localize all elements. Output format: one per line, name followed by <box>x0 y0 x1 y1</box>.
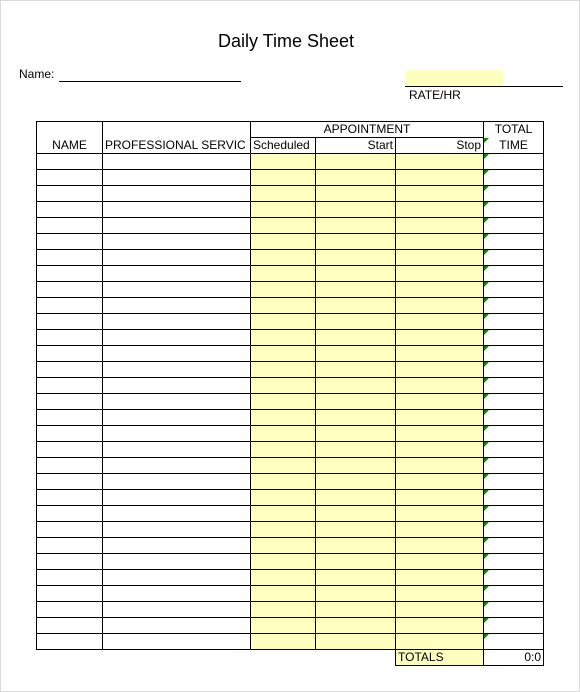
professional-service-cell[interactable] <box>103 506 251 522</box>
name-cell[interactable] <box>37 154 103 170</box>
scheduled-cell[interactable] <box>251 170 316 186</box>
name-cell[interactable] <box>37 170 103 186</box>
scheduled-cell[interactable] <box>251 634 316 650</box>
start-cell[interactable] <box>316 442 396 458</box>
professional-service-cell[interactable] <box>103 202 251 218</box>
table-row <box>37 330 544 346</box>
start-cell[interactable] <box>316 362 396 378</box>
scheduled-cell[interactable] <box>251 282 316 298</box>
stop-cell[interactable] <box>396 186 484 202</box>
stop-cell[interactable] <box>396 586 484 602</box>
table-row <box>37 602 544 618</box>
name-cell[interactable] <box>37 458 103 474</box>
scheduled-cell[interactable] <box>251 362 316 378</box>
start-cell[interactable] <box>316 426 396 442</box>
name-cell[interactable] <box>37 634 103 650</box>
total-time-cell[interactable] <box>484 298 544 314</box>
stop-cell[interactable] <box>396 522 484 538</box>
page-title: Daily Time Sheet <box>217 31 355 51</box>
totals-row <box>37 650 544 666</box>
professional-service-cell[interactable] <box>103 426 251 442</box>
start-cell[interactable] <box>316 474 396 490</box>
scheduled-cell[interactable] <box>251 330 316 346</box>
professional-service-cell[interactable] <box>103 634 251 650</box>
scheduled-cell[interactable] <box>251 234 316 250</box>
scheduled-cell[interactable] <box>251 618 316 634</box>
professional-service-cell[interactable] <box>103 554 251 570</box>
professional-service-cell[interactable] <box>103 170 251 186</box>
name-cell[interactable] <box>37 490 103 506</box>
total-time-cell[interactable] <box>484 602 544 618</box>
table-row <box>37 346 544 362</box>
name-cell[interactable] <box>37 298 103 314</box>
name-cell[interactable] <box>37 586 103 602</box>
scheduled-cell[interactable] <box>251 186 316 202</box>
header-cell-blank <box>103 122 251 138</box>
total-time-cell[interactable] <box>484 186 544 202</box>
total-time-cell[interactable] <box>484 346 544 362</box>
empty-cell <box>37 650 103 666</box>
table-row <box>37 410 544 426</box>
professional-service-cell[interactable] <box>103 330 251 346</box>
start-cell[interactable] <box>316 570 396 586</box>
start-cell[interactable] <box>316 154 396 170</box>
total-time-cell[interactable] <box>484 474 544 490</box>
total-time-cell[interactable] <box>484 522 544 538</box>
start-cell[interactable] <box>316 586 396 602</box>
stop-cell[interactable] <box>396 458 484 474</box>
professional-service-cell[interactable] <box>103 154 251 170</box>
table-row <box>37 234 544 250</box>
scheduled-cell[interactable] <box>251 298 316 314</box>
table-row <box>37 266 544 282</box>
stop-cell[interactable] <box>396 442 484 458</box>
professional-service-cell[interactable] <box>103 266 251 282</box>
totals-label: TOTALS <box>396 650 484 666</box>
scheduled-cell[interactable] <box>251 538 316 554</box>
name-cell[interactable] <box>37 282 103 298</box>
total-time-cell[interactable] <box>484 234 544 250</box>
table-row <box>37 362 544 378</box>
professional-service-cell[interactable] <box>103 538 251 554</box>
total-time-cell[interactable] <box>484 618 544 634</box>
scheduled-cell[interactable] <box>251 394 316 410</box>
stop-cell[interactable] <box>396 618 484 634</box>
start-cell[interactable] <box>316 506 396 522</box>
total-header: TOTAL <box>484 122 544 138</box>
stop-cell[interactable] <box>396 394 484 410</box>
rate-per-hour-field[interactable] <box>405 70 503 86</box>
table-row <box>37 170 544 186</box>
professional-service-cell[interactable] <box>103 250 251 266</box>
total-time-cell[interactable] <box>484 554 544 570</box>
scheduled-cell[interactable] <box>251 410 316 426</box>
name-cell[interactable] <box>37 618 103 634</box>
stop-cell[interactable] <box>396 602 484 618</box>
table-row <box>37 538 544 554</box>
total-time-cell[interactable] <box>484 282 544 298</box>
start-cell[interactable] <box>316 410 396 426</box>
header-cell-blank <box>37 122 103 138</box>
total-time-cell[interactable] <box>484 170 544 186</box>
name-cell[interactable] <box>37 362 103 378</box>
total-time-cell[interactable] <box>484 394 544 410</box>
scheduled-cell[interactable] <box>251 586 316 602</box>
name-cell[interactable] <box>37 314 103 330</box>
scheduled-cell[interactable] <box>251 266 316 282</box>
start-cell[interactable] <box>316 346 396 362</box>
professional-service-cell[interactable] <box>103 298 251 314</box>
professional-service-cell[interactable] <box>103 602 251 618</box>
name-cell[interactable] <box>37 330 103 346</box>
start-cell[interactable] <box>316 634 396 650</box>
header-row-2 <box>37 138 544 154</box>
stop-cell[interactable] <box>396 170 484 186</box>
stop-cell[interactable] <box>396 570 484 586</box>
total-time-cell[interactable] <box>484 426 544 442</box>
total-time-cell[interactable] <box>484 538 544 554</box>
start-column-header: Start <box>316 138 396 154</box>
scheduled-cell[interactable] <box>251 522 316 538</box>
table-row <box>37 218 544 234</box>
table-row <box>37 298 544 314</box>
total-time-cell[interactable] <box>484 490 544 506</box>
name-cell[interactable] <box>37 266 103 282</box>
stop-cell[interactable] <box>396 298 484 314</box>
professional-service-cell[interactable] <box>103 586 251 602</box>
name-cell[interactable] <box>37 346 103 362</box>
start-cell[interactable] <box>316 394 396 410</box>
total-time-cell[interactable] <box>484 458 544 474</box>
professional-service-column-header: PROFESSIONAL SERVIC <box>103 138 251 154</box>
scheduled-cell[interactable] <box>251 250 316 266</box>
name-cell[interactable] <box>37 506 103 522</box>
name-cell[interactable] <box>37 234 103 250</box>
name-cell[interactable] <box>37 186 103 202</box>
start-cell[interactable] <box>316 314 396 330</box>
table-row <box>37 426 544 442</box>
table-row <box>37 570 544 586</box>
time-sheet-table <box>36 121 544 666</box>
stop-cell[interactable] <box>396 266 484 282</box>
scheduled-cell[interactable] <box>251 426 316 442</box>
start-cell[interactable] <box>316 330 396 346</box>
start-cell[interactable] <box>316 218 396 234</box>
total-time-cell[interactable] <box>484 314 544 330</box>
table-row <box>37 474 544 490</box>
scheduled-cell[interactable] <box>251 346 316 362</box>
start-cell[interactable] <box>316 234 396 250</box>
table-row <box>37 378 544 394</box>
professional-service-cell[interactable] <box>103 186 251 202</box>
start-cell[interactable] <box>316 170 396 186</box>
name-cell[interactable] <box>37 570 103 586</box>
start-cell[interactable] <box>316 538 396 554</box>
name-cell[interactable] <box>37 250 103 266</box>
header-row-1 <box>37 122 544 138</box>
table-row <box>37 554 544 570</box>
scheduled-cell[interactable] <box>251 490 316 506</box>
total-time-cell[interactable] <box>484 570 544 586</box>
stop-column-header: Stop <box>396 138 484 154</box>
stop-cell[interactable] <box>396 378 484 394</box>
professional-service-cell[interactable] <box>103 394 251 410</box>
professional-service-cell[interactable] <box>103 570 251 586</box>
professional-service-cell[interactable] <box>103 218 251 234</box>
total-time-cell[interactable] <box>484 586 544 602</box>
appointment-header: APPOINTMENT <box>251 122 484 138</box>
total-time-cell[interactable] <box>484 378 544 394</box>
table-row <box>37 586 544 602</box>
totals-value: 0:0 <box>484 650 544 666</box>
start-cell[interactable] <box>316 266 396 282</box>
table-row <box>37 634 544 650</box>
table-row <box>37 314 544 330</box>
stop-cell[interactable] <box>396 634 484 650</box>
professional-service-cell[interactable] <box>103 522 251 538</box>
total-time-cell[interactable] <box>484 442 544 458</box>
name-cell[interactable] <box>37 442 103 458</box>
scheduled-cell[interactable] <box>251 570 316 586</box>
table-row <box>37 154 544 170</box>
start-cell[interactable] <box>316 282 396 298</box>
empty-cell <box>316 650 396 666</box>
total-time-cell[interactable] <box>484 250 544 266</box>
total-time-cell[interactable] <box>484 506 544 522</box>
total-time-cell[interactable] <box>484 330 544 346</box>
scheduled-cell[interactable] <box>251 442 316 458</box>
name-cell[interactable] <box>37 602 103 618</box>
scheduled-cell[interactable] <box>251 554 316 570</box>
start-cell[interactable] <box>316 554 396 570</box>
table-row <box>37 490 544 506</box>
stop-cell[interactable] <box>396 330 484 346</box>
stop-cell[interactable] <box>396 218 484 234</box>
professional-service-cell[interactable] <box>103 362 251 378</box>
professional-service-cell[interactable] <box>103 234 251 250</box>
scheduled-cell[interactable] <box>251 314 316 330</box>
professional-service-cell[interactable] <box>103 474 251 490</box>
name-field[interactable] <box>59 81 241 82</box>
name-cell[interactable] <box>37 218 103 234</box>
name-column-header: NAME <box>37 138 103 154</box>
scheduled-cell[interactable] <box>251 378 316 394</box>
professional-service-cell[interactable] <box>103 314 251 330</box>
stop-cell[interactable] <box>396 538 484 554</box>
professional-service-cell[interactable] <box>103 410 251 426</box>
stop-cell[interactable] <box>396 346 484 362</box>
scheduled-cell[interactable] <box>251 202 316 218</box>
professional-service-cell[interactable] <box>103 346 251 362</box>
empty-cell <box>251 650 316 666</box>
table-row <box>37 442 544 458</box>
professional-service-cell[interactable] <box>103 378 251 394</box>
start-cell[interactable] <box>316 250 396 266</box>
scheduled-cell[interactable] <box>251 218 316 234</box>
stop-cell[interactable] <box>396 314 484 330</box>
start-cell[interactable] <box>316 618 396 634</box>
time-column-header: TIME <box>484 138 544 154</box>
stop-cell[interactable] <box>396 426 484 442</box>
name-cell[interactable] <box>37 410 103 426</box>
name-cell[interactable] <box>37 554 103 570</box>
name-label: Name: <box>19 67 55 81</box>
name-cell[interactable] <box>37 474 103 490</box>
scheduled-cell[interactable] <box>251 458 316 474</box>
start-cell[interactable] <box>316 458 396 474</box>
stop-cell[interactable] <box>396 554 484 570</box>
total-time-cell[interactable] <box>484 410 544 426</box>
total-time-cell[interactable] <box>484 362 544 378</box>
stop-cell[interactable] <box>396 234 484 250</box>
start-cell[interactable] <box>316 378 396 394</box>
professional-service-cell[interactable] <box>103 490 251 506</box>
scheduled-cell[interactable] <box>251 154 316 170</box>
stop-cell[interactable] <box>396 202 484 218</box>
name-cell[interactable] <box>37 538 103 554</box>
stop-cell[interactable] <box>396 490 484 506</box>
table-row <box>37 282 544 298</box>
table-row <box>37 522 544 538</box>
total-time-cell[interactable] <box>484 634 544 650</box>
stop-cell[interactable] <box>396 362 484 378</box>
start-cell[interactable] <box>316 490 396 506</box>
stop-cell[interactable] <box>396 410 484 426</box>
start-cell[interactable] <box>316 602 396 618</box>
table-row <box>37 186 544 202</box>
scheduled-cell[interactable] <box>251 474 316 490</box>
table-row <box>37 458 544 474</box>
stop-cell[interactable] <box>396 474 484 490</box>
professional-service-cell[interactable] <box>103 618 251 634</box>
total-time-cell[interactable] <box>484 202 544 218</box>
name-cell[interactable] <box>37 378 103 394</box>
empty-cell <box>103 650 251 666</box>
scheduled-column-header: Scheduled <box>251 138 316 154</box>
table-row <box>37 506 544 522</box>
rate-label: RATE/HR <box>409 88 461 102</box>
name-cell[interactable] <box>37 426 103 442</box>
professional-service-cell[interactable] <box>103 282 251 298</box>
professional-service-cell[interactable] <box>103 458 251 474</box>
stop-cell[interactable] <box>396 506 484 522</box>
stop-cell[interactable] <box>396 154 484 170</box>
total-time-cell[interactable] <box>484 266 544 282</box>
stop-cell[interactable] <box>396 250 484 266</box>
start-cell[interactable] <box>316 522 396 538</box>
total-time-cell[interactable] <box>484 218 544 234</box>
stop-cell[interactable] <box>396 282 484 298</box>
scheduled-cell[interactable] <box>251 602 316 618</box>
table-row <box>37 394 544 410</box>
professional-service-cell[interactable] <box>103 442 251 458</box>
rate-underline <box>405 86 563 87</box>
scheduled-cell[interactable] <box>251 506 316 522</box>
table-row <box>37 250 544 266</box>
name-cell[interactable] <box>37 202 103 218</box>
start-cell[interactable] <box>316 298 396 314</box>
name-cell[interactable] <box>37 394 103 410</box>
table-row <box>37 202 544 218</box>
name-cell[interactable] <box>37 522 103 538</box>
start-cell[interactable] <box>316 202 396 218</box>
total-time-cell[interactable] <box>484 154 544 170</box>
table-row <box>37 618 544 634</box>
start-cell[interactable] <box>316 186 396 202</box>
